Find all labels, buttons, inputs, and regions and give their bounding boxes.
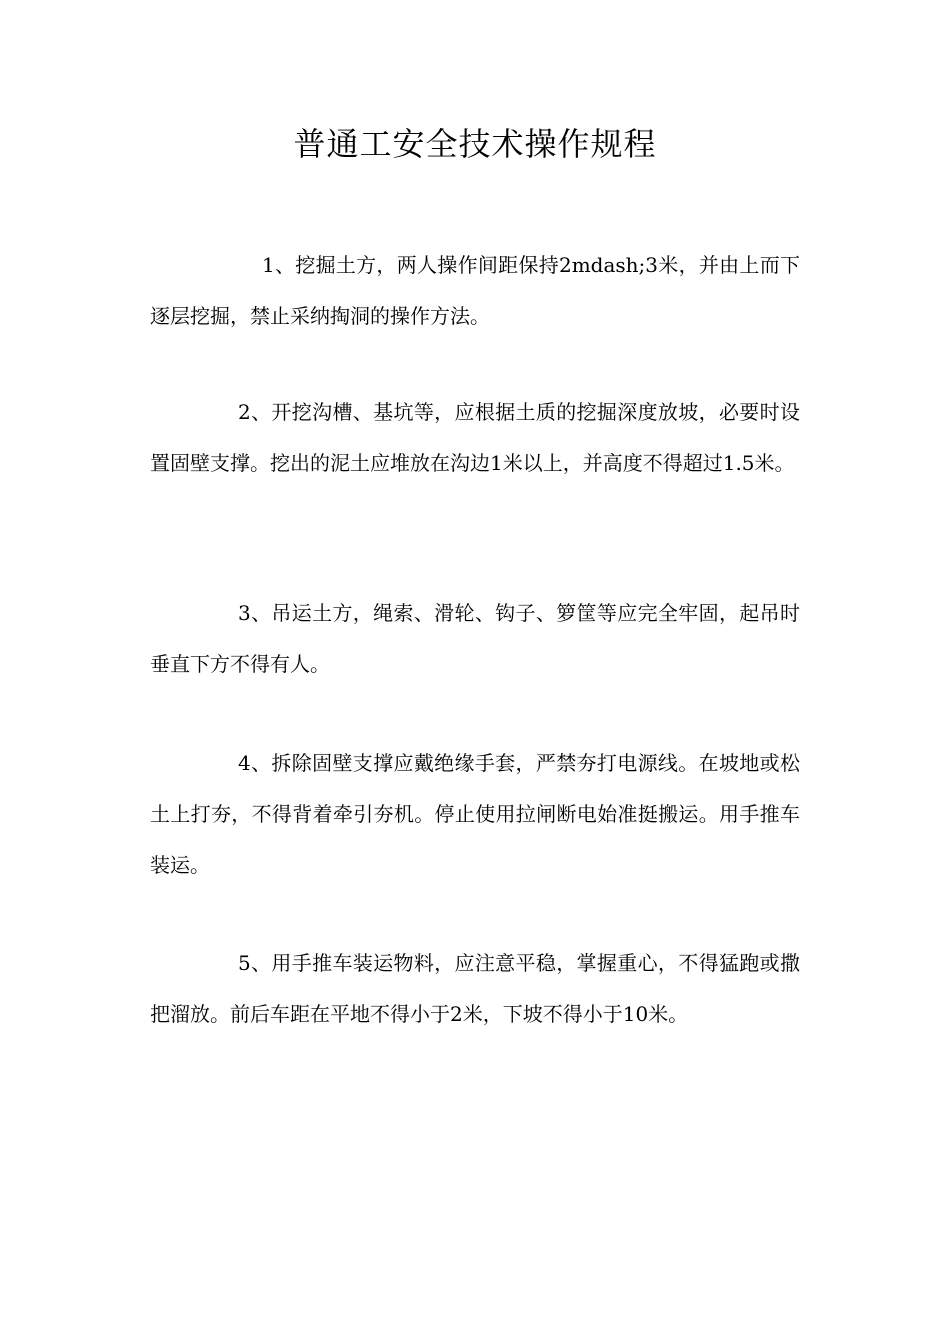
rule-paragraph-3: 3、吊运土方，绳索、滑轮、钩子、箩筐等应完全牢固，起吊时垂直下方不得有人。	[150, 601, 800, 676]
rule-paragraph-4: 4、拆除固壁支撑应戴绝缘手套，严禁夯打电源线。在坡地或松土上打夯，不得背着牵引夯机。停止使用拉闸断电始准挺搬运。用手推车装运。	[150, 751, 800, 877]
document-title: 普通工安全技术操作规程	[293, 125, 657, 163]
rule-paragraph-2: 2、开挖沟槽、基坑等，应根据土质的挖掘深度放坡，必要时设置固壁支撑。挖出的泥土应堆放在沟边1米以上，并高度不得超过1.5米。	[150, 400, 800, 475]
rule-paragraph-5: 5、用手推车装运物料，应注意平稳，掌握重心，不得猛跑或撒把溜放。前后车距在平地不得小于2米，下坡不得小于10米。	[150, 951, 800, 1026]
rule-paragraph-1: 1、挖掘土方，两人操作间距保持2mdash;3米，并由上而下逐层挖掘，禁止采纳掏洞的操作方法。	[150, 253, 800, 328]
